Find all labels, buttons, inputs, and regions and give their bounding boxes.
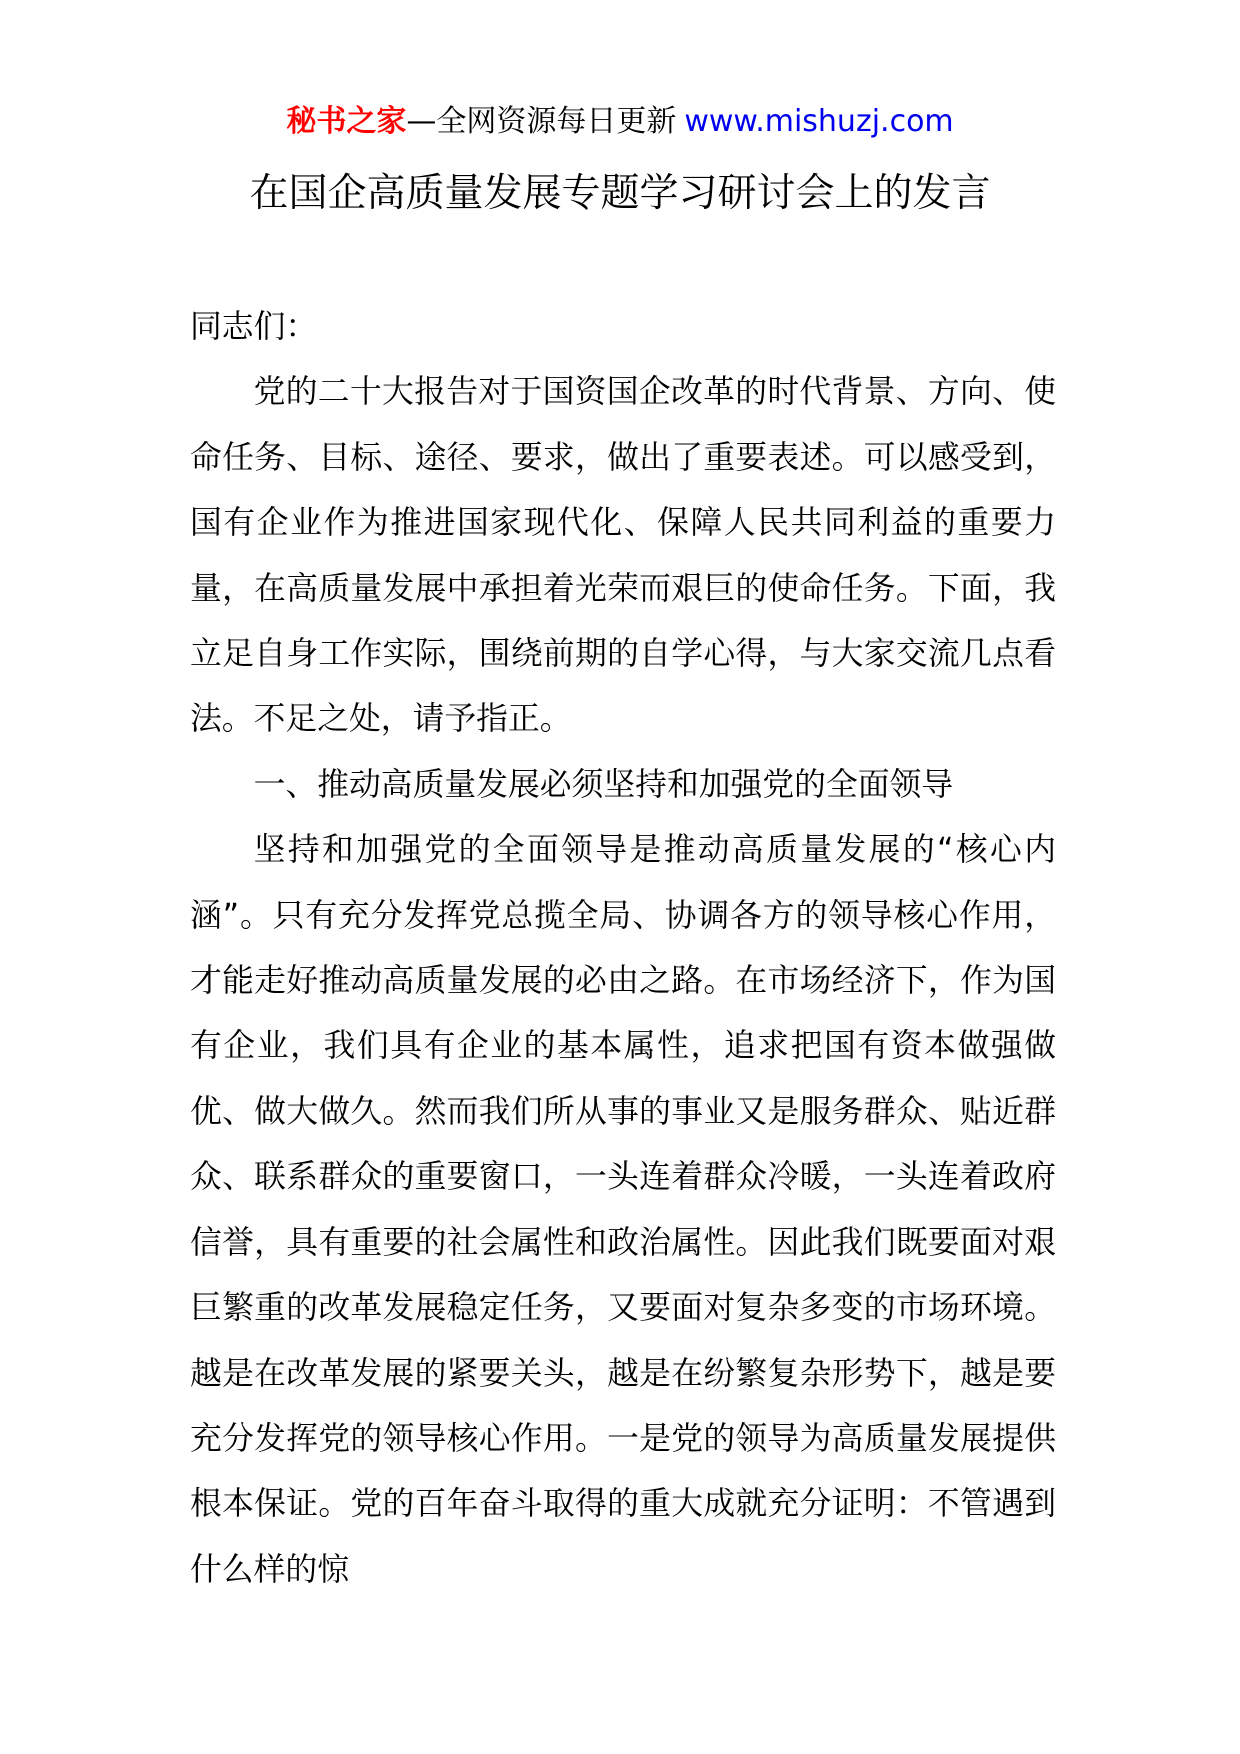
paragraph-section-1: 坚持和加强党的全面领导是推动高质量发展的“核心内涵”。只有充分发挥党总揽全局、协调各方的领导核心作用，才能走好推动高质量发展的必由之路。在市场经济下，作为国有企业，我们具有企业的基本属性，追求把国有资本做强做优、做大做久。然而我们所从事的事业又是服务群众、贴近群众、联系群众的重要窗口，一头连着群众冷暖，一头连着政府信誉，具有重要的社会属性和政治属性。因此我们既要面对艰巨繁重的改革发展稳定任务，又要面对复杂多变的市场环境。越是在改革发展的紧要关头，越是在纷繁复杂形势下，越是要充分发挥党的领导核心作用。一是党的领导为高质量发展提供根本保证。党的百年奋斗取得的重大成就充分证明：不管遇到什么样的惊: [190, 831, 1056, 1588]
site-header: [0, 100, 1240, 144]
document-body: [190, 294, 1056, 1602]
site-brand: 秘书之家: [286, 104, 407, 139]
section-heading-1: 一、推动高质量发展必须坚持和加强党的全面领导: [253, 765, 954, 803]
document-title: 在国企高质量发展专题学习研讨会上的发言: [249, 171, 991, 216]
salutation: 同志们：: [190, 308, 318, 345]
site-url-link[interactable]: www.mishuzj.com: [684, 104, 954, 139]
site-tagline: —全网资源每日更新: [406, 104, 677, 139]
paragraph-intro: 党的二十大报告对于国资国企改革的时代背景、方向、使命任务、目标、途径、要求，做出了重要表述。可以感受到，国有企业作为推进国家现代化、保障人民共同利益的重要力量，在高质量发展中承担着光荣而艰巨的使命任务。下面，我立足自身工作实际，围绕前期的自学心得，与大家交流几点看法。不足之处，请予指正。: [190, 373, 1056, 738]
